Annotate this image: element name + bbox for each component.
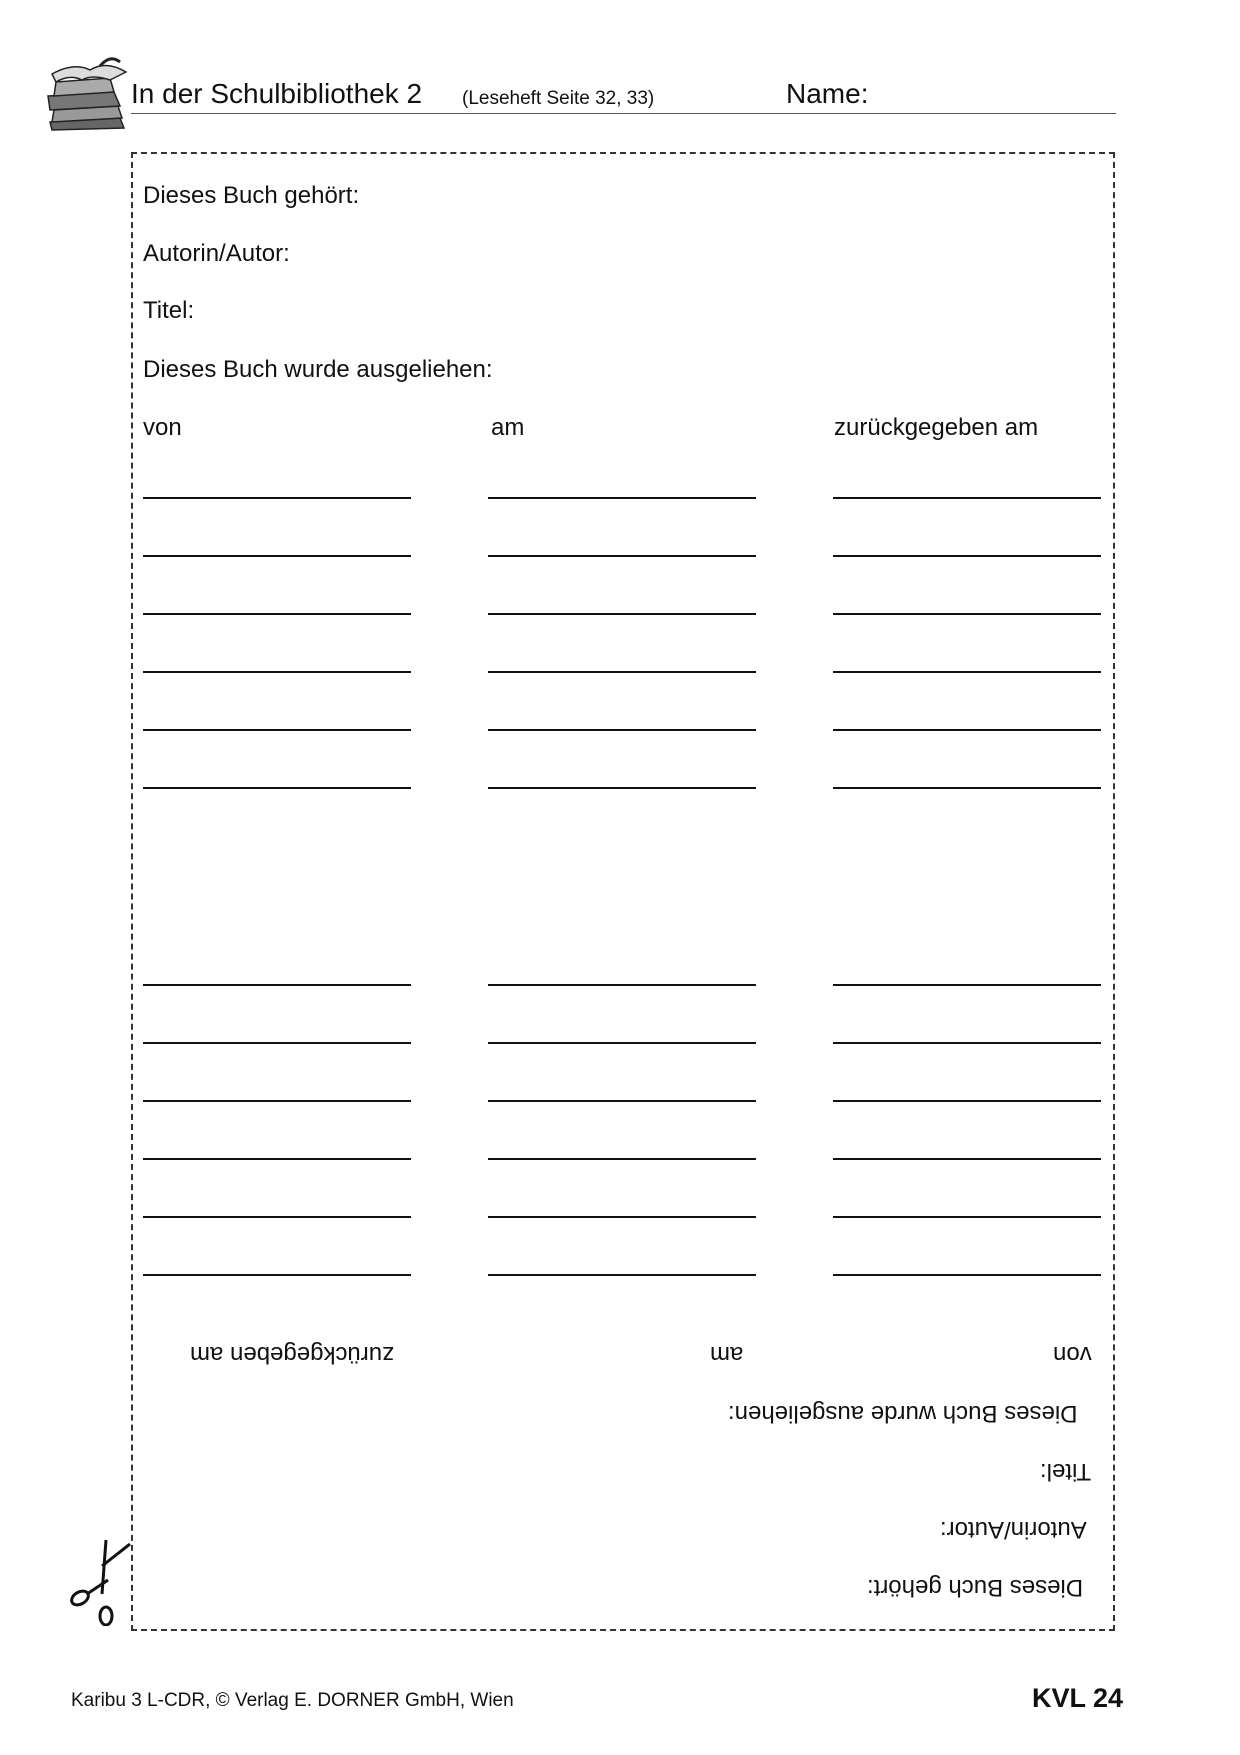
bottom-entry-line[interactable] xyxy=(143,984,411,986)
bottom-entry-line[interactable] xyxy=(833,1216,1101,1218)
bottom-entry-line[interactable] xyxy=(833,1042,1101,1044)
title-label: Titel: xyxy=(143,297,195,324)
bottom-entry-line[interactable] xyxy=(488,1216,756,1218)
top-entry-line[interactable] xyxy=(833,555,1101,557)
top-entry-line[interactable] xyxy=(488,787,756,789)
top-entry-line[interactable] xyxy=(833,729,1101,731)
column-header-returned: zurückgegeben am xyxy=(834,414,1039,441)
column-header-returned-flipped: zurückgegeben am xyxy=(190,1341,395,1368)
bottom-entry-line[interactable] xyxy=(488,1042,756,1044)
bottom-entry-line[interactable] xyxy=(488,1158,756,1160)
book-stack-icon xyxy=(40,52,136,132)
name-field-line[interactable] xyxy=(131,113,1116,114)
borrowed-label-flipped: Dieses Buch wurde ausgeliehen: xyxy=(728,1400,1078,1427)
author-label-flipped: Autorin/Autor: xyxy=(940,1516,1087,1543)
author-label: Autorin/Autor: xyxy=(143,240,290,267)
top-entry-line[interactable] xyxy=(488,497,756,499)
page-title: In der Schulbibliothek 2 xyxy=(131,78,423,109)
bottom-entry-line[interactable] xyxy=(143,1158,411,1160)
bottom-entry-line[interactable] xyxy=(143,1216,411,1218)
top-entry-line[interactable] xyxy=(143,787,411,789)
bottom-entry-line[interactable] xyxy=(143,1042,411,1044)
top-entry-line[interactable] xyxy=(488,671,756,673)
column-header-von-flipped: von xyxy=(1053,1341,1092,1368)
column-header-am: am xyxy=(491,414,525,441)
column-header-von: von xyxy=(143,414,182,441)
top-entry-line[interactable] xyxy=(488,613,756,615)
top-entry-line[interactable] xyxy=(833,787,1101,789)
bottom-entry-line[interactable] xyxy=(143,1100,411,1102)
bottom-entry-line[interactable] xyxy=(143,1274,411,1276)
borrowed-label: Dieses Buch wurde ausgeliehen: xyxy=(143,356,493,383)
scissors-icon xyxy=(68,1536,134,1626)
top-entry-line[interactable] xyxy=(488,555,756,557)
title-label-flipped: Titel: xyxy=(1040,1458,1092,1485)
footer-copyright: Karibu 3 L-CDR, © Verlag E. DORNER GmbH, Wien xyxy=(71,1690,514,1711)
bottom-entry-line[interactable] xyxy=(833,1100,1101,1102)
page-subtitle: (Leseheft Seite 32, 33) xyxy=(462,88,655,109)
top-entry-line[interactable] xyxy=(143,613,411,615)
bottom-entry-line[interactable] xyxy=(488,984,756,986)
footer-code: KVL 24 xyxy=(1032,1683,1124,1713)
bottom-entry-line[interactable] xyxy=(488,1100,756,1102)
owner-label: Dieses Buch gehört: xyxy=(143,182,360,209)
top-entry-line[interactable] xyxy=(833,613,1101,615)
name-label: Name: xyxy=(786,78,869,109)
top-entry-line[interactable] xyxy=(143,671,411,673)
top-entry-line[interactable] xyxy=(143,497,411,499)
top-entry-line[interactable] xyxy=(143,555,411,557)
column-header-am-flipped: am xyxy=(710,1341,744,1368)
bottom-entry-line[interactable] xyxy=(833,1158,1101,1160)
top-entry-line[interactable] xyxy=(488,729,756,731)
bottom-entry-line[interactable] xyxy=(488,1274,756,1276)
top-entry-line[interactable] xyxy=(833,671,1101,673)
owner-label-flipped: Dieses Buch gehört: xyxy=(867,1574,1084,1601)
top-entry-line[interactable] xyxy=(143,729,411,731)
top-entry-line[interactable] xyxy=(833,497,1101,499)
bottom-entry-line[interactable] xyxy=(833,1274,1101,1276)
bottom-entry-line[interactable] xyxy=(833,984,1101,986)
